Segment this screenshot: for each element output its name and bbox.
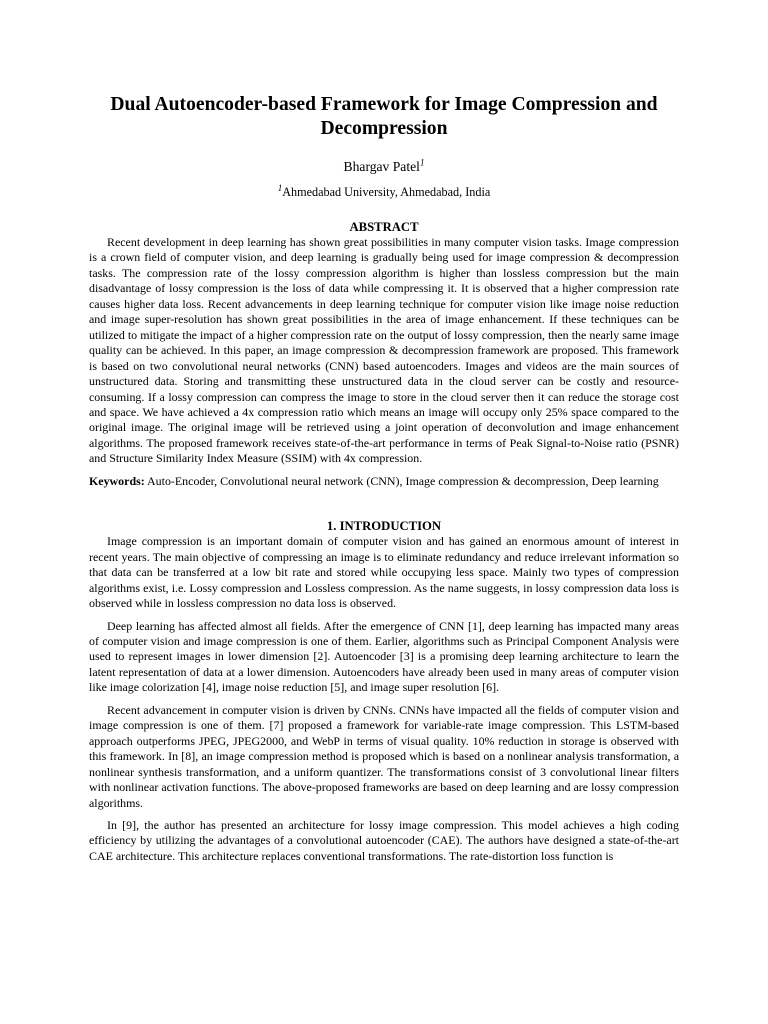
keywords-label: Keywords:: [89, 473, 145, 488]
author-line: [89, 159, 679, 175]
introduction-heading: 1. INTRODUCTION: [326, 519, 442, 534]
author-name: Bhargav Patel: [343, 159, 420, 174]
affiliation-text: Ahmedabad University, Ahmedabad, India: [282, 185, 491, 199]
abstract-heading: ABSTRACT: [349, 220, 419, 234]
introduction-paragraph: Image compression is an important domain of computer vision and has gained an enormous amount of interest in recent years. The main objective of compressing an image is to eliminate redundancy and reduce irrelevant information so that data can be transferred at a low bit rate and stored while occupying less space. Mainly two types of compression algorithms exist, i.e. Lossy compression and Lossless compression. As the name suggests, in lossy compression data loss is observed while in lossless compression no data loss is observed.: [89, 534, 679, 611]
affiliation-line: [89, 182, 679, 199]
paper-page: [89, 93, 679, 864]
abstract-text: Recent development in deep learning has shown great possibilities in many computer vision tasks. Image compression is a crown field of computer vision, and deep learning is gradually being used for image compression & decompression tasks. The compression rate of the lossy compression algorithm is higher than lossless compression but the main disadvantage of lossy compression is the loss of data while compressing it. It is observed that a higher compression rate causes higher data loss. Recent advancements in deep learning technique for computer vision like image noise reduction and image super-resolution has shown great possibilities in the area of image enhancement. If these techniques can be utilized to mitigate the impact of a higher compression rate on the output of lossy compression, then the nearly same image quality can be achieved. In this paper, an image compression & decompression framework are proposed. This framework is based on two convolutional neural networks (CNN) based autoencoders. Images and videos are the main sources of unstructured data. Storing and transmitting these unstructured data in the cloud server can be costly and resource-consuming. If a lossy compression can compress the image to store in the cloud server then it can reduce the storage cost and space. We have achieved a 4x compression ratio which means an image will occupy only 25% space compared to the original image. The original image will be retrieved using a joint operation of deconvolution and image enhancement algorithms. The proposed framework receives state-of-the-art performance in terms of Peak Signal-to-Noise ratio (PSNR) and Structure Similarity Index Measure (SSIM) with 4x compression.: [89, 235, 679, 466]
keywords-line: [89, 474, 679, 489]
paper-title: Dual Autoencoder-based Framework for Image Compression and Decompression: [110, 94, 658, 139]
keywords-text: Auto-Encoder, Convolutional neural network (CNN), Image compression & decompression, Deep learning: [147, 473, 659, 488]
introduction-paragraph: In [9], the author has presented an architecture for lossy image compression. This model achieves a high coding efficiency by utilizing the advantages of a convolutional autoencoder (CAE). The authors have designed a state-of-the-art CAE architecture. This architecture replaces conventional transformations. The rate-distortion loss function is: [89, 817, 679, 863]
introduction-paragraph: Recent advancement in computer vision is driven by CNNs. CNNs have impacted all the fields of computer vision and image compression is one of them. [7] proposed a framework for variable-rate image compression. This LSTM-based approach outperforms JPEG, JPEG2000, and WebP in terms of visual quality. 10% reduction in storage is observed with this framework. In [8], an image compression method is proposed which is based on a nonlinear analysis transformation, a nonlinear synthesis transformation, and a uniform quantizer. The transformations consist of 3 convolutional linear filters with nonlinear activation functions. The above-proposed frameworks are based on deep learning and are lossy compression algorithms.: [89, 702, 679, 810]
introduction-paragraph: Deep learning has affected almost all fields. After the emergence of CNN [1], deep learning has impacted many areas of computer vision and image compression is one of them. Earlier, algorithms such as Principal Component Analysis were used to represent images in lower dimension [2]. Autoencoder [3] is a promising deep learning architecture to learn the latent representation of data at a lower dimension. Autoencoders have already been used in many areas of computer vision like image colorization [4], image noise reduction [5], and image super resolution [6].: [89, 618, 679, 695]
author-affiliation-mark: 1: [419, 157, 425, 168]
affiliation-mark: 1: [277, 182, 283, 193]
